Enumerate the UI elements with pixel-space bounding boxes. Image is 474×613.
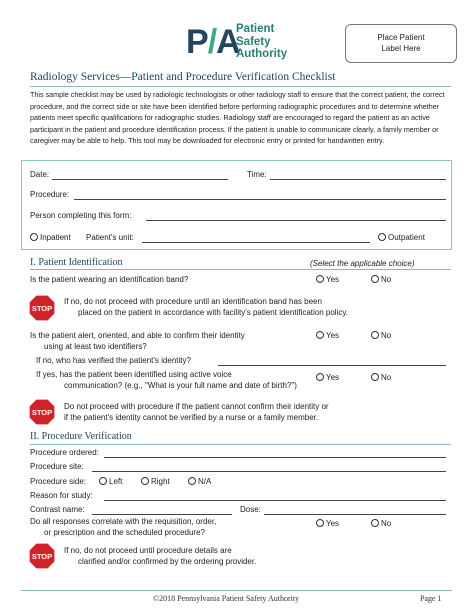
stop-note-procedure: If no, do not proceed until procedure details are clarified and/or confirmed by the ordering provider. (64, 546, 257, 566)
patient-unit-label: Patient's unit: (86, 233, 134, 242)
q-responses-correlate: Do all responses correlate with the requisition, order, or prescription and the scheduled procedure? (30, 517, 217, 537)
q-who-verified: If no, who has verified the patient's identity? (36, 356, 191, 365)
procedure-ordered-field[interactable] (104, 457, 446, 458)
procedure-field[interactable] (74, 199, 446, 200)
side-na-radio[interactable] (188, 477, 196, 485)
select-note: (Select the applicable choice) (310, 259, 415, 268)
dose-label: Dose: (240, 505, 261, 514)
procedure-site-label: Procedure site: (30, 462, 84, 471)
page-number: Page 1 (420, 594, 442, 603)
procedure-site-field[interactable] (92, 471, 446, 472)
person-completing-field[interactable] (146, 220, 446, 221)
q-id-band-yes-radio[interactable] (316, 275, 324, 283)
side-left-option[interactable]: Left (99, 477, 122, 486)
q-active-voice-no-radio[interactable] (371, 373, 379, 381)
person-completing-label: Person completing this form: (30, 211, 132, 220)
contrast-name-field[interactable] (92, 514, 232, 515)
q-id-band-no-radio[interactable] (371, 275, 379, 283)
side-right-option[interactable]: Right (141, 477, 170, 486)
footer-copyright: ©2018 Pennsylvania Patient Safety Authority (153, 594, 300, 603)
psa-logo-mark: P/A (186, 23, 240, 61)
outpatient-option[interactable]: Outpatient (378, 233, 425, 242)
section1-divider (30, 269, 451, 270)
title-divider (30, 86, 451, 87)
psa-logo (186, 22, 346, 62)
q-correlate-no-radio[interactable] (371, 519, 379, 527)
svg-text:STOP: STOP (31, 552, 53, 561)
svg-text:STOP: STOP (31, 304, 53, 313)
intro-paragraph: This sample checklist may be used by radiologic technologists or other radiology staff to ensure that the correct patient, the correct procedure, and the correct side or site have been identified before performing radiographic procedures and to determine whether patients meet specific qualifications for radiographic studies. Radiology staff are encouraged to regard the patient as an active participant in the patient and procedure identification process. If the patient is unable to communicate clearly, a family member or caregiver may be able to help. This tool may be downloaded for electronic entry or printed for handwritten entry. (30, 90, 445, 146)
contrast-name-label: Contrast name: (30, 505, 85, 514)
q-alert-no[interactable]: No (371, 331, 391, 340)
footer-divider (21, 590, 452, 591)
time-label: Time: (247, 170, 267, 179)
procedure-label: Procedure: (30, 190, 70, 199)
q-id-band: Is the patient wearing an identification band? (30, 275, 189, 284)
outpatient-radio[interactable] (378, 233, 386, 241)
section-patient-identification-title: I. Patient Identification (30, 257, 123, 268)
q-correlate-no[interactable]: No (371, 519, 391, 528)
stop-note-id-band: If no, do not proceed with procedure until an identification band has been placed on the patient in accordance with facility's patient identification policy. (64, 297, 348, 317)
patient-unit-field[interactable] (142, 242, 370, 243)
q-alert-oriented: Is the patient alert, oriented, and able to confirm their identity using at least two identifiers? (30, 331, 245, 351)
q-active-voice-yes[interactable]: Yes (316, 373, 339, 382)
side-right-radio[interactable] (141, 477, 149, 485)
q-alert-no-radio[interactable] (371, 331, 379, 339)
side-na-option[interactable]: N/A (188, 477, 211, 486)
q-correlate-yes-radio[interactable] (316, 519, 324, 527)
q-alert-yes[interactable]: Yes (316, 331, 339, 340)
time-field[interactable] (270, 179, 446, 180)
reason-for-study-label: Reason for study: (30, 491, 93, 500)
q-alert-yes-radio[interactable] (316, 331, 324, 339)
q-id-band-yes[interactable]: Yes (316, 275, 339, 284)
stop-sign-icon (28, 294, 56, 322)
psa-logo-text: Patient Safety Authority (236, 23, 288, 60)
q-correlate-yes[interactable]: Yes (316, 519, 339, 528)
stop-sign-icon (28, 398, 56, 426)
procedure-ordered-label: Procedure ordered: (30, 448, 99, 457)
inpatient-option[interactable]: Inpatient (30, 233, 71, 242)
reason-for-study-field[interactable] (104, 500, 446, 501)
patient-label-box: Place Patient Label Here (345, 24, 457, 63)
inpatient-radio[interactable] (30, 233, 38, 241)
q-active-voice-no[interactable]: No (371, 373, 391, 382)
q-id-band-no[interactable]: No (371, 275, 391, 284)
date-field[interactable] (52, 179, 228, 180)
svg-text:STOP: STOP (31, 408, 53, 417)
procedure-side-label: Procedure side: (30, 477, 87, 486)
page-title: Radiology Services—Patient and Procedure Verification Checklist (30, 71, 336, 83)
q-active-voice-yes-radio[interactable] (316, 373, 324, 381)
section-procedure-verification-title: II. Procedure Verification (30, 431, 132, 442)
stop-sign-icon (28, 542, 56, 570)
date-label: Date: (30, 170, 50, 179)
section2-divider (30, 444, 451, 445)
q-active-voice: If yes, has the patient been identified using active voice communication? (e.g., "What is your full name and date of birth?") (36, 370, 297, 390)
stop-note-identity: Do not proceed with procedure if the patient cannot confirm their identity or if the patient's identity cannot be verified by a nurse or a family member. (64, 402, 329, 422)
side-left-radio[interactable] (99, 477, 107, 485)
who-verified-field[interactable] (218, 365, 446, 366)
dose-field[interactable] (264, 514, 446, 515)
